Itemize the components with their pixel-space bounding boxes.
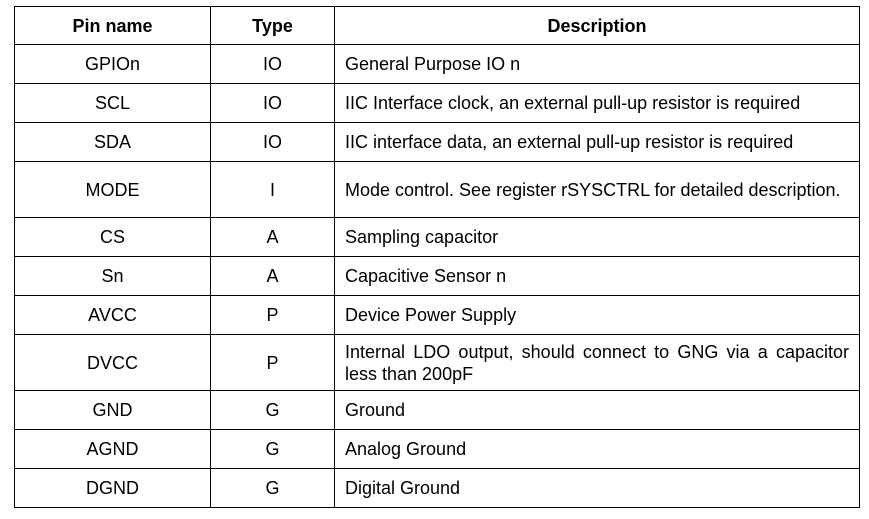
description-text: Digital Ground: [345, 478, 461, 498]
description-cell: [335, 218, 860, 257]
description-cell: [335, 162, 860, 218]
pin-name-cell: AGND: [15, 430, 211, 469]
header-description: Description: [335, 7, 860, 45]
table-row: [15, 162, 860, 218]
table-row: [15, 84, 860, 123]
type-cell: A: [211, 218, 335, 257]
type-cell: A: [211, 257, 335, 296]
description-text: General Purpose IO n: [345, 54, 521, 74]
table-row: [15, 469, 860, 508]
description-cell: [335, 430, 860, 469]
description-text: IIC Interface clock, an external pull-up resistor is required: [345, 93, 801, 113]
description-text: Device Power Supply: [345, 305, 517, 325]
pin-name-cell: MODE: [15, 162, 211, 218]
description-cell: [335, 257, 860, 296]
table-row: [15, 296, 860, 335]
description-text: Mode control. See register rSYSCTRL for detailed description.: [345, 179, 841, 200]
pin-name-cell: AVCC: [15, 296, 211, 335]
description-text: Analog Ground: [345, 439, 467, 459]
pin-name-cell: SCL: [15, 84, 211, 123]
description-text: Internal LDO output, should connect to GNG via a capacitor less than 200pF: [345, 341, 849, 384]
type-cell: G: [211, 469, 335, 508]
pin-name-cell: SDA: [15, 123, 211, 162]
description-cell: [335, 391, 860, 430]
description-cell: [335, 469, 860, 508]
description-cell: [335, 45, 860, 84]
header-pin-name: Pin name: [15, 7, 211, 45]
description-cell: [335, 123, 860, 162]
description-text: Capacitive Sensor n: [345, 266, 507, 286]
description-text: IIC interface data, an external pull-up resistor is required: [345, 132, 794, 152]
type-cell: P: [211, 296, 335, 335]
pin-description-table-container: [14, 6, 859, 508]
type-cell: G: [211, 430, 335, 469]
type-cell: G: [211, 391, 335, 430]
pin-name-cell: DVCC: [15, 335, 211, 391]
pin-name-cell: Sn: [15, 257, 211, 296]
description-cell: [335, 335, 860, 391]
pin-name-cell: GPIOn: [15, 45, 211, 84]
type-cell: IO: [211, 123, 335, 162]
table-row: [15, 391, 860, 430]
table-row: [15, 45, 860, 84]
pin-description-table: [14, 6, 860, 508]
pin-name-cell: GND: [15, 391, 211, 430]
description-cell: [335, 84, 860, 123]
type-cell: IO: [211, 84, 335, 123]
table-row: [15, 335, 860, 391]
header-type: Type: [211, 7, 335, 45]
table-row: [15, 123, 860, 162]
pin-name-cell: CS: [15, 218, 211, 257]
description-text: Ground: [345, 400, 406, 420]
type-cell: P: [211, 335, 335, 391]
table-row: [15, 257, 860, 296]
description-cell: [335, 296, 860, 335]
type-cell: I: [211, 162, 335, 218]
type-cell: IO: [211, 45, 335, 84]
table-header-row: [15, 7, 860, 45]
pin-name-cell: DGND: [15, 469, 211, 508]
table-row: [15, 430, 860, 469]
description-text: Sampling capacitor: [345, 227, 499, 247]
table-row: [15, 218, 860, 257]
